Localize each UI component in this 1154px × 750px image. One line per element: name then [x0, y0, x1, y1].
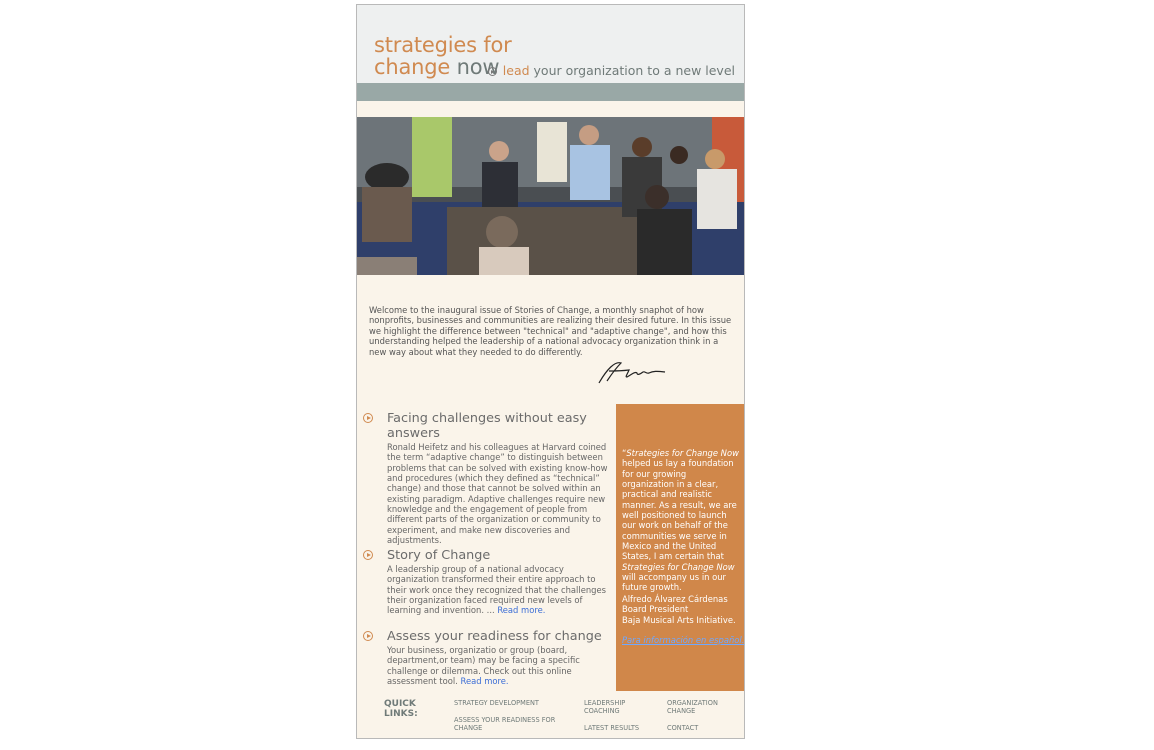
author-role: Board President — [622, 604, 689, 615]
header-divider-bar — [357, 83, 744, 101]
article-title[interactable]: Facing challenges without easy answers — [387, 411, 587, 441]
play-circle-icon — [488, 67, 497, 76]
article-story-of-change — [357, 548, 617, 623]
tagline-lead: lead — [502, 63, 530, 78]
quick-links-title-1: QUICK — [384, 699, 416, 709]
hero-photo — [357, 117, 744, 275]
spanish-info-link[interactable]: Para información en español. — [622, 635, 745, 645]
org-name-2: Strategies for Change Now — [622, 561, 735, 572]
quick-link-results[interactable]: LATEST RESULTS — [584, 724, 640, 732]
hero-photo-image — [357, 117, 744, 275]
testimonial-text — [622, 448, 740, 593]
article-title[interactable]: Story of Change — [387, 548, 491, 563]
quick-links-title — [384, 699, 418, 719]
read-more-link[interactable]: Read more. — [497, 605, 546, 616]
author-name: Alfredo Álvarez Cárdenas — [622, 594, 728, 604]
brand-change: change — [374, 55, 451, 79]
arrow-circle-icon — [363, 413, 373, 423]
arrow-circle-icon — [363, 631, 373, 641]
quick-links-title-2: LINKS: — [384, 709, 418, 719]
org-name: Strategies for Change Now — [626, 448, 739, 458]
testimonial-author — [622, 594, 740, 625]
tagline — [488, 63, 735, 78]
intro-text: Welcome to the inaugural issue of Stories of Change, a monthly snaphot of how nonprofits, businesses and communities are realizing their desired future. In this issue we highlight the difference between "technical" and "adaptive change", and how this understanding helped the leadership of a national advocacy organization think in a new way about what they needed to do differently. — [369, 305, 732, 357]
read-more-link[interactable]: Read more. — [460, 676, 509, 687]
signature-image — [593, 357, 669, 385]
quick-link-coaching[interactable]: LEADERSHIP COACHING — [584, 699, 626, 715]
testimonial-box — [616, 404, 744, 691]
brand-now: now — [456, 55, 500, 79]
brand-line-2 — [374, 57, 499, 78]
article-facing-challenges — [357, 411, 617, 546]
open-quote: “ — [622, 448, 627, 458]
author-org: Baja Musical Arts Initiative. — [622, 614, 736, 625]
signature — [593, 357, 669, 389]
arrow-circle-icon — [363, 550, 373, 560]
article-body-text: Your business, organizatio or group (board, department,or team) may be facing a specific challenge or dilemma. Check out this online assessment tool. — [387, 645, 580, 687]
article-body — [387, 645, 612, 686]
header — [357, 5, 744, 83]
testimonial-text-2: will accompany us in our future growth. — [622, 572, 726, 593]
article-assess-readiness — [357, 629, 617, 689]
quick-link-org-change[interactable]: ORGANIZATION CHANGE — [667, 699, 718, 715]
article-body: Ronald Heifetz and his colleagues at Harvard coined the term “adaptive change” to distinguish between problems that can be solved with existing know-how and procedures (which they defined as “technical” change) and those that cannot be solved within an existing paradigm. Adaptive challenges require new knowledge and the engagement of people from different parts of the organization or community to experiment, and make new discoveries and adjustments. — [387, 442, 608, 546]
tagline-rest: your organization to a new level — [533, 63, 735, 78]
quick-links — [357, 691, 744, 738]
article-body — [387, 564, 612, 616]
article-title[interactable]: Assess your readiness for change — [387, 629, 602, 644]
quick-link-assess[interactable]: ASSESS YOUR READINESS FOR CHANGE — [454, 716, 556, 732]
article-body-text: A leadership group of a national advocacy organization transformed their entire approach to their work once they recognized that the challenges their organization faced required new levels of learning and invention. ... — [387, 564, 607, 616]
newsletter-card — [356, 4, 745, 739]
quick-link-contact[interactable]: CONTACT — [667, 724, 699, 732]
quick-link-strategy[interactable]: STRATEGY DEVELOPMENT — [454, 699, 539, 707]
brand-line-1: strategies for — [374, 33, 512, 57]
testimonial-text-1: helped us lay a foundation for our growing organization in a clear, practical and realistic manner. As a result, we are well positioned to launch our work on behalf of the communities we serve in Mexico and the United States, I am certain that — [622, 458, 737, 562]
